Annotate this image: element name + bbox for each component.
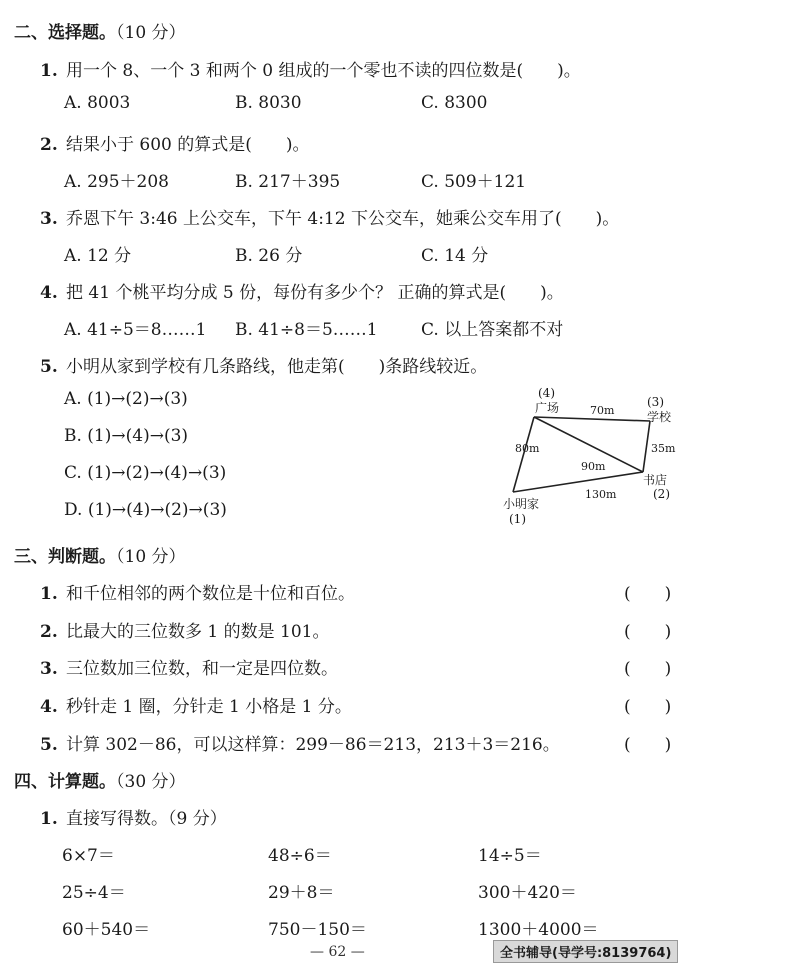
calc-item[interactable]: 14÷5＝	[478, 846, 542, 866]
question-number: 4.	[40, 697, 58, 717]
q4-option-c[interactable]: C. 以上答案都不对	[421, 320, 564, 340]
section-3-heading	[14, 542, 186, 567]
question-text: 用一个 8、一个 3 和两个 0 组成的一个零也不读的四位数是( )。	[66, 61, 581, 81]
question-number: 1.	[40, 61, 58, 81]
question-number: 1.	[40, 584, 58, 604]
question-number: 2.	[40, 622, 58, 642]
school-label: 学校	[647, 410, 672, 424]
page-number: — 62 —	[310, 944, 365, 960]
section-4-heading	[14, 767, 186, 792]
question-number: 4.	[40, 283, 58, 303]
route-school-bookstore	[643, 421, 650, 472]
plaza-label: 广场	[535, 401, 560, 415]
question-text: 三位数加三位数，和一定是四位数。	[66, 659, 338, 679]
answer-parens[interactable]: ( )	[624, 697, 672, 717]
question-text: 乔恩下午 3:46 上公交车，下午 4:12 下公交车，她乘公交车用了( )。	[66, 209, 620, 229]
q5-option-a[interactable]: A. (1)→(2)→(3)	[64, 389, 188, 409]
question-number: 1.	[40, 809, 58, 829]
q5-option-b[interactable]: B. (1)→(4)→(3)	[64, 426, 189, 446]
calc-item[interactable]: 750－150＝	[268, 920, 367, 940]
question-text: 结果小于 600 的算式是( )。	[66, 135, 310, 155]
judge-question-5	[40, 730, 560, 755]
plaza-number: (4)	[538, 386, 555, 400]
calc-item[interactable]: 29＋8＝	[268, 883, 335, 903]
question-text: 计算 302－86，可以这样算：299－86＝213，213＋3＝216。	[66, 735, 560, 755]
distance-school-bookstore: 35m	[651, 442, 676, 455]
choice-question-1	[40, 56, 581, 81]
route-map-diagram	[495, 382, 690, 532]
q1-option-b[interactable]: B. 8030	[235, 93, 302, 113]
q2-option-a[interactable]: A. 295＋208	[64, 172, 169, 192]
calc-question-1	[40, 804, 227, 829]
judge-question-4	[40, 692, 352, 717]
answer-parens[interactable]: ( )	[624, 622, 672, 642]
home-number: (1)	[509, 512, 526, 526]
q3-option-b[interactable]: B. 26 分	[235, 246, 303, 266]
distance-plaza-bookstore: 90m	[581, 460, 606, 473]
answer-parens[interactable]: ( )	[624, 659, 672, 679]
question-text: 小明从家到学校有几条路线，他走第( )条路线较近。	[66, 357, 488, 377]
calc-item[interactable]: 25÷4＝	[62, 883, 126, 903]
section-4-score: （30 分）	[116, 772, 186, 792]
home-label: 小明家	[503, 497, 540, 511]
section-2-heading	[14, 18, 186, 43]
route-home-bookstore	[513, 472, 643, 492]
judge-question-3	[40, 654, 338, 679]
question-text: 直接写得数。（9 分）	[66, 809, 227, 829]
route-plaza-school	[534, 417, 650, 421]
q1-option-a[interactable]: A. 8003	[64, 93, 131, 113]
bookstore-label: 书店	[643, 473, 668, 487]
q3-option-c[interactable]: C. 14 分	[421, 246, 489, 266]
question-number: 3.	[40, 659, 58, 679]
section-3-title: 三、判断题。	[14, 547, 116, 567]
question-number: 3.	[40, 209, 58, 229]
calc-item[interactable]: 300＋420＝	[478, 883, 577, 903]
q3-option-a[interactable]: A. 12 分	[64, 246, 132, 266]
distance-home-plaza: 80m	[515, 442, 540, 455]
answer-parens[interactable]: ( )	[624, 584, 672, 604]
section-4-title: 四、计算题。	[14, 772, 116, 792]
q2-option-b[interactable]: B. 217＋395	[235, 172, 341, 192]
q2-option-c[interactable]: C. 509＋121	[421, 172, 527, 192]
q4-option-a[interactable]: A. 41÷5＝8……1	[64, 320, 207, 340]
question-text: 把 41 个桃平均分成 5 份，每份有多少个？ 正确的算式是( )。	[66, 283, 564, 303]
section-2-title: 二、选择题。	[14, 23, 116, 43]
judge-question-1	[40, 579, 355, 604]
section-3-score: （10 分）	[116, 547, 186, 567]
question-number: 5.	[40, 357, 58, 377]
calc-item[interactable]: 48÷6＝	[268, 846, 332, 866]
q4-option-b[interactable]: B. 41÷8＝5……1	[235, 320, 378, 340]
question-number: 2.	[40, 135, 58, 155]
section-2-score: （10 分）	[116, 23, 186, 43]
distance-plaza-school: 70m	[590, 404, 615, 417]
choice-question-4	[40, 278, 564, 303]
guide-badge: 全书辅导(导学号:8139764)	[493, 940, 678, 963]
choice-question-3	[40, 204, 619, 229]
question-number: 5.	[40, 735, 58, 755]
school-number: (3)	[647, 395, 664, 409]
q1-option-c[interactable]: C. 8300	[421, 93, 488, 113]
bookstore-number: (2)	[653, 487, 670, 501]
calc-item[interactable]: 1300＋4000＝	[478, 920, 599, 940]
q5-option-d[interactable]: D. (1)→(4)→(2)→(3)	[64, 500, 227, 520]
calc-item[interactable]: 6×7＝	[62, 846, 115, 866]
choice-question-2	[40, 130, 310, 155]
question-text: 秒针走 1 圈，分针走 1 小格是 1 分。	[66, 697, 352, 717]
answer-parens[interactable]: ( )	[624, 735, 672, 755]
distance-home-bookstore: 130m	[585, 488, 617, 501]
judge-question-2	[40, 617, 329, 642]
q5-option-c[interactable]: C. (1)→(2)→(4)→(3)	[64, 463, 227, 483]
choice-question-5	[40, 352, 487, 377]
question-text: 和千位相邻的两个数位是十位和百位。	[66, 584, 355, 604]
calc-item[interactable]: 60＋540＝	[62, 920, 151, 940]
question-text: 比最大的三位数多 1 的数是 101。	[66, 622, 330, 642]
